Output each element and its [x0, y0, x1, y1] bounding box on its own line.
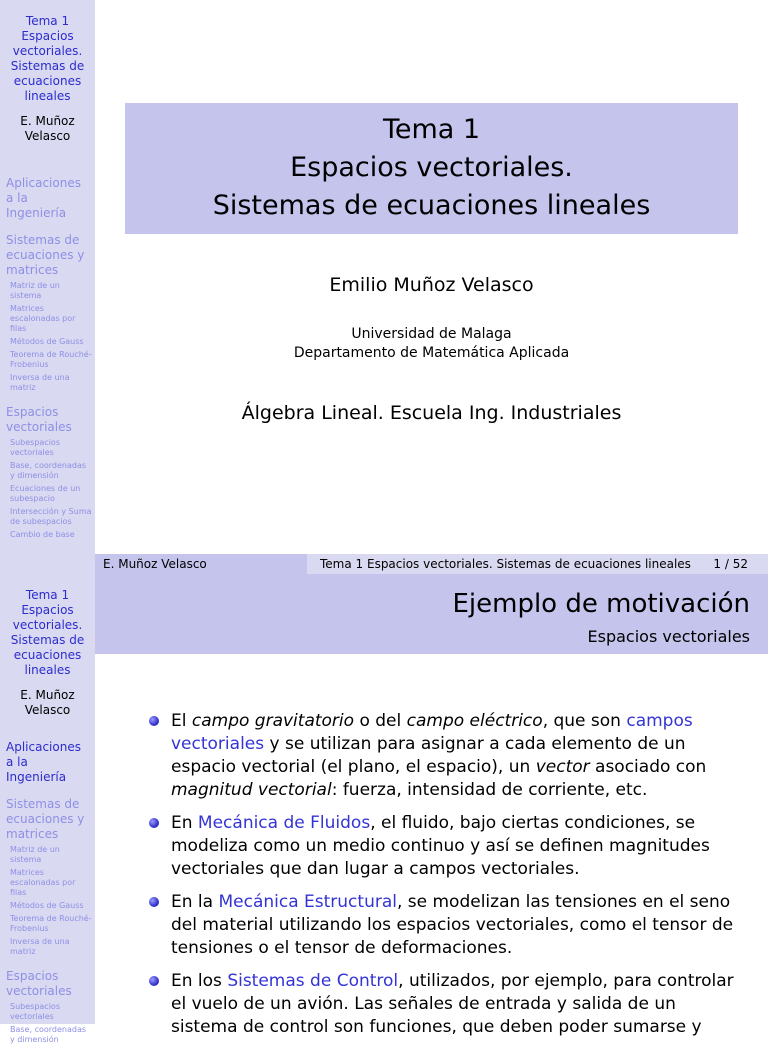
sidebar-subsection[interactable]: Intersección y Suma de subespacios	[10, 507, 92, 526]
sidebar	[0, 574, 95, 1044]
sidebar-subsection[interactable]: Subespacios vectoriales	[10, 438, 60, 457]
sidebar-title[interactable]: Tema 1 Espacios vectoriales. Sistemas de ecuaciones lineales	[10, 14, 85, 103]
course-name: Álgebra Lineal. Escuela Ing. Industriales	[241, 402, 622, 424]
bullet-item	[147, 812, 737, 881]
emphasized-text: magnitud vectorial	[171, 780, 332, 800]
sidebar-section-aplicaciones[interactable]: Aplicaciones a la Ingeniería	[6, 740, 81, 784]
department: Departamento de Matemática Aplicada	[293, 345, 570, 361]
text-segment: : fuerza, intensidad de corriente, etc.	[331, 780, 648, 800]
bullet-text	[171, 971, 734, 1037]
term-link[interactable]: Mecánica de Fluidos	[197, 813, 371, 833]
footer	[95, 554, 768, 574]
title-line: Sistemas de ecuaciones lineales	[212, 190, 651, 221]
term-link[interactable]: Mecánica Estructural	[218, 892, 397, 912]
sidebar-subsection[interactable]: Subespacios vectoriales	[10, 1002, 60, 1021]
bullet-item	[147, 970, 737, 1039]
sidebar-subsection[interactable]: Matrices escalonadas por filas	[10, 868, 76, 897]
text-segment: , se modelizan las tensiones en el seno del material utilizando los espacios vectoriales, como el tensor de tensiones o el tensor de deformaciones.	[171, 892, 734, 958]
text-segment: El	[171, 711, 192, 731]
sidebar-subsection[interactable]: Matrices escalonadas por filas	[10, 304, 76, 333]
bullet-icon	[149, 897, 159, 907]
bullet-icon	[149, 818, 159, 828]
sidebar-subsection[interactable]: Base, coordenadas y dimensión	[10, 1025, 87, 1044]
text-segment: En la	[171, 892, 219, 912]
footer-title-bar	[307, 554, 768, 574]
institution: Universidad de Malaga	[351, 326, 512, 342]
sidebar-subsection[interactable]: Teorema de Rouché-Frobenius	[10, 914, 92, 933]
bullet-text	[171, 892, 733, 958]
frame-title-bar	[95, 574, 768, 654]
sidebar-subsection[interactable]: Matriz de un sistema	[10, 281, 60, 300]
bullet-item	[147, 891, 737, 960]
bullet-item	[147, 710, 737, 802]
sidebar-subsection[interactable]: Inversa de una matriz	[10, 937, 70, 956]
bullet-icon	[149, 716, 159, 726]
text-segment: , utilizados, por ejemplo, para controlar el vuelo de un avión. Las señales de entrada y salida de un sistema de control son funciones, que deben poder sumarse y	[171, 971, 734, 1037]
bullet-text	[171, 813, 710, 879]
text-segment: asociado con	[589, 757, 707, 777]
text-segment: y se utilizan para asignar a cada elemento de un espacio vectorial (el plano, el espacio), un	[171, 734, 686, 777]
frame-title: Ejemplo de motivación	[452, 589, 750, 619]
page-number: 1 / 52	[713, 557, 748, 571]
term-link[interactable]: campos vectoriales	[171, 711, 693, 754]
frame-subtitle: Espacios vectoriales	[587, 627, 750, 646]
content-slide	[0, 574, 768, 1044]
sidebar-subsection[interactable]: Inversa de una matriz	[10, 373, 70, 392]
term-link[interactable]: Sistemas de Control	[227, 971, 399, 991]
sidebar-section-sistemas[interactable]: Sistemas de ecuaciones y matrices	[6, 797, 85, 841]
text-segment: , que son	[542, 711, 627, 731]
bullet-text	[171, 711, 706, 800]
text-segment: En los	[171, 971, 228, 991]
sidebar-subsection[interactable]: Métodos de Gauss	[10, 337, 84, 346]
emphasized-text: vector	[535, 757, 590, 777]
sidebar-subsection[interactable]: Base, coordenadas y dimensión	[10, 461, 87, 480]
title-box	[125, 103, 738, 234]
presentation-author: Emilio Muñoz Velasco	[329, 274, 534, 296]
sidebar	[0, 0, 95, 574]
sidebar-section-sistemas[interactable]: Sistemas de ecuaciones y matrices	[6, 233, 85, 277]
sidebar-author: E. Muñoz Velasco	[20, 114, 75, 143]
footer-title: Tema 1 Espacios vectoriales. Sistemas de ecuaciones lineales	[320, 557, 691, 571]
sidebar-author: E. Muñoz Velasco	[20, 688, 75, 717]
sidebar-title[interactable]: Tema 1 Espacios vectoriales. Sistemas de ecuaciones lineales	[10, 588, 85, 677]
sidebar-subsection[interactable]: Teorema de Rouché-Frobenius	[10, 350, 92, 369]
sidebar-section-espacios[interactable]: Espacios vectoriales	[6, 969, 72, 998]
title-line: Espacios vectoriales.	[290, 152, 573, 183]
sidebar-section-espacios[interactable]: Espacios vectoriales	[6, 405, 72, 434]
text-segment: o del	[354, 711, 407, 731]
text-segment: , el fluido, bajo ciertas condiciones, se modeliza como un medio continuo y así se definen magnitudes vectoriales que dan lugar a campos vectoriales.	[171, 813, 710, 879]
sidebar-subsection[interactable]: Métodos de Gauss	[10, 901, 84, 910]
bullet-list	[147, 710, 737, 1049]
title-line: Tema 1	[382, 114, 481, 145]
sidebar-subsection[interactable]: Cambio de base	[10, 530, 75, 539]
text-segment: En	[171, 813, 198, 833]
footer-author: E. Muñoz Velasco	[95, 554, 307, 574]
bullet-icon	[149, 976, 159, 986]
sidebar-subsection[interactable]: Ecuaciones de un subespacio	[10, 484, 81, 503]
sidebar-section-aplicaciones[interactable]: Aplicaciones a la Ingeniería	[6, 176, 81, 220]
sidebar-subsection[interactable]: Matriz de un sistema	[10, 845, 60, 864]
emphasized-text: campo eléctrico	[406, 711, 543, 731]
emphasized-text: campo gravitatorio	[191, 711, 355, 731]
